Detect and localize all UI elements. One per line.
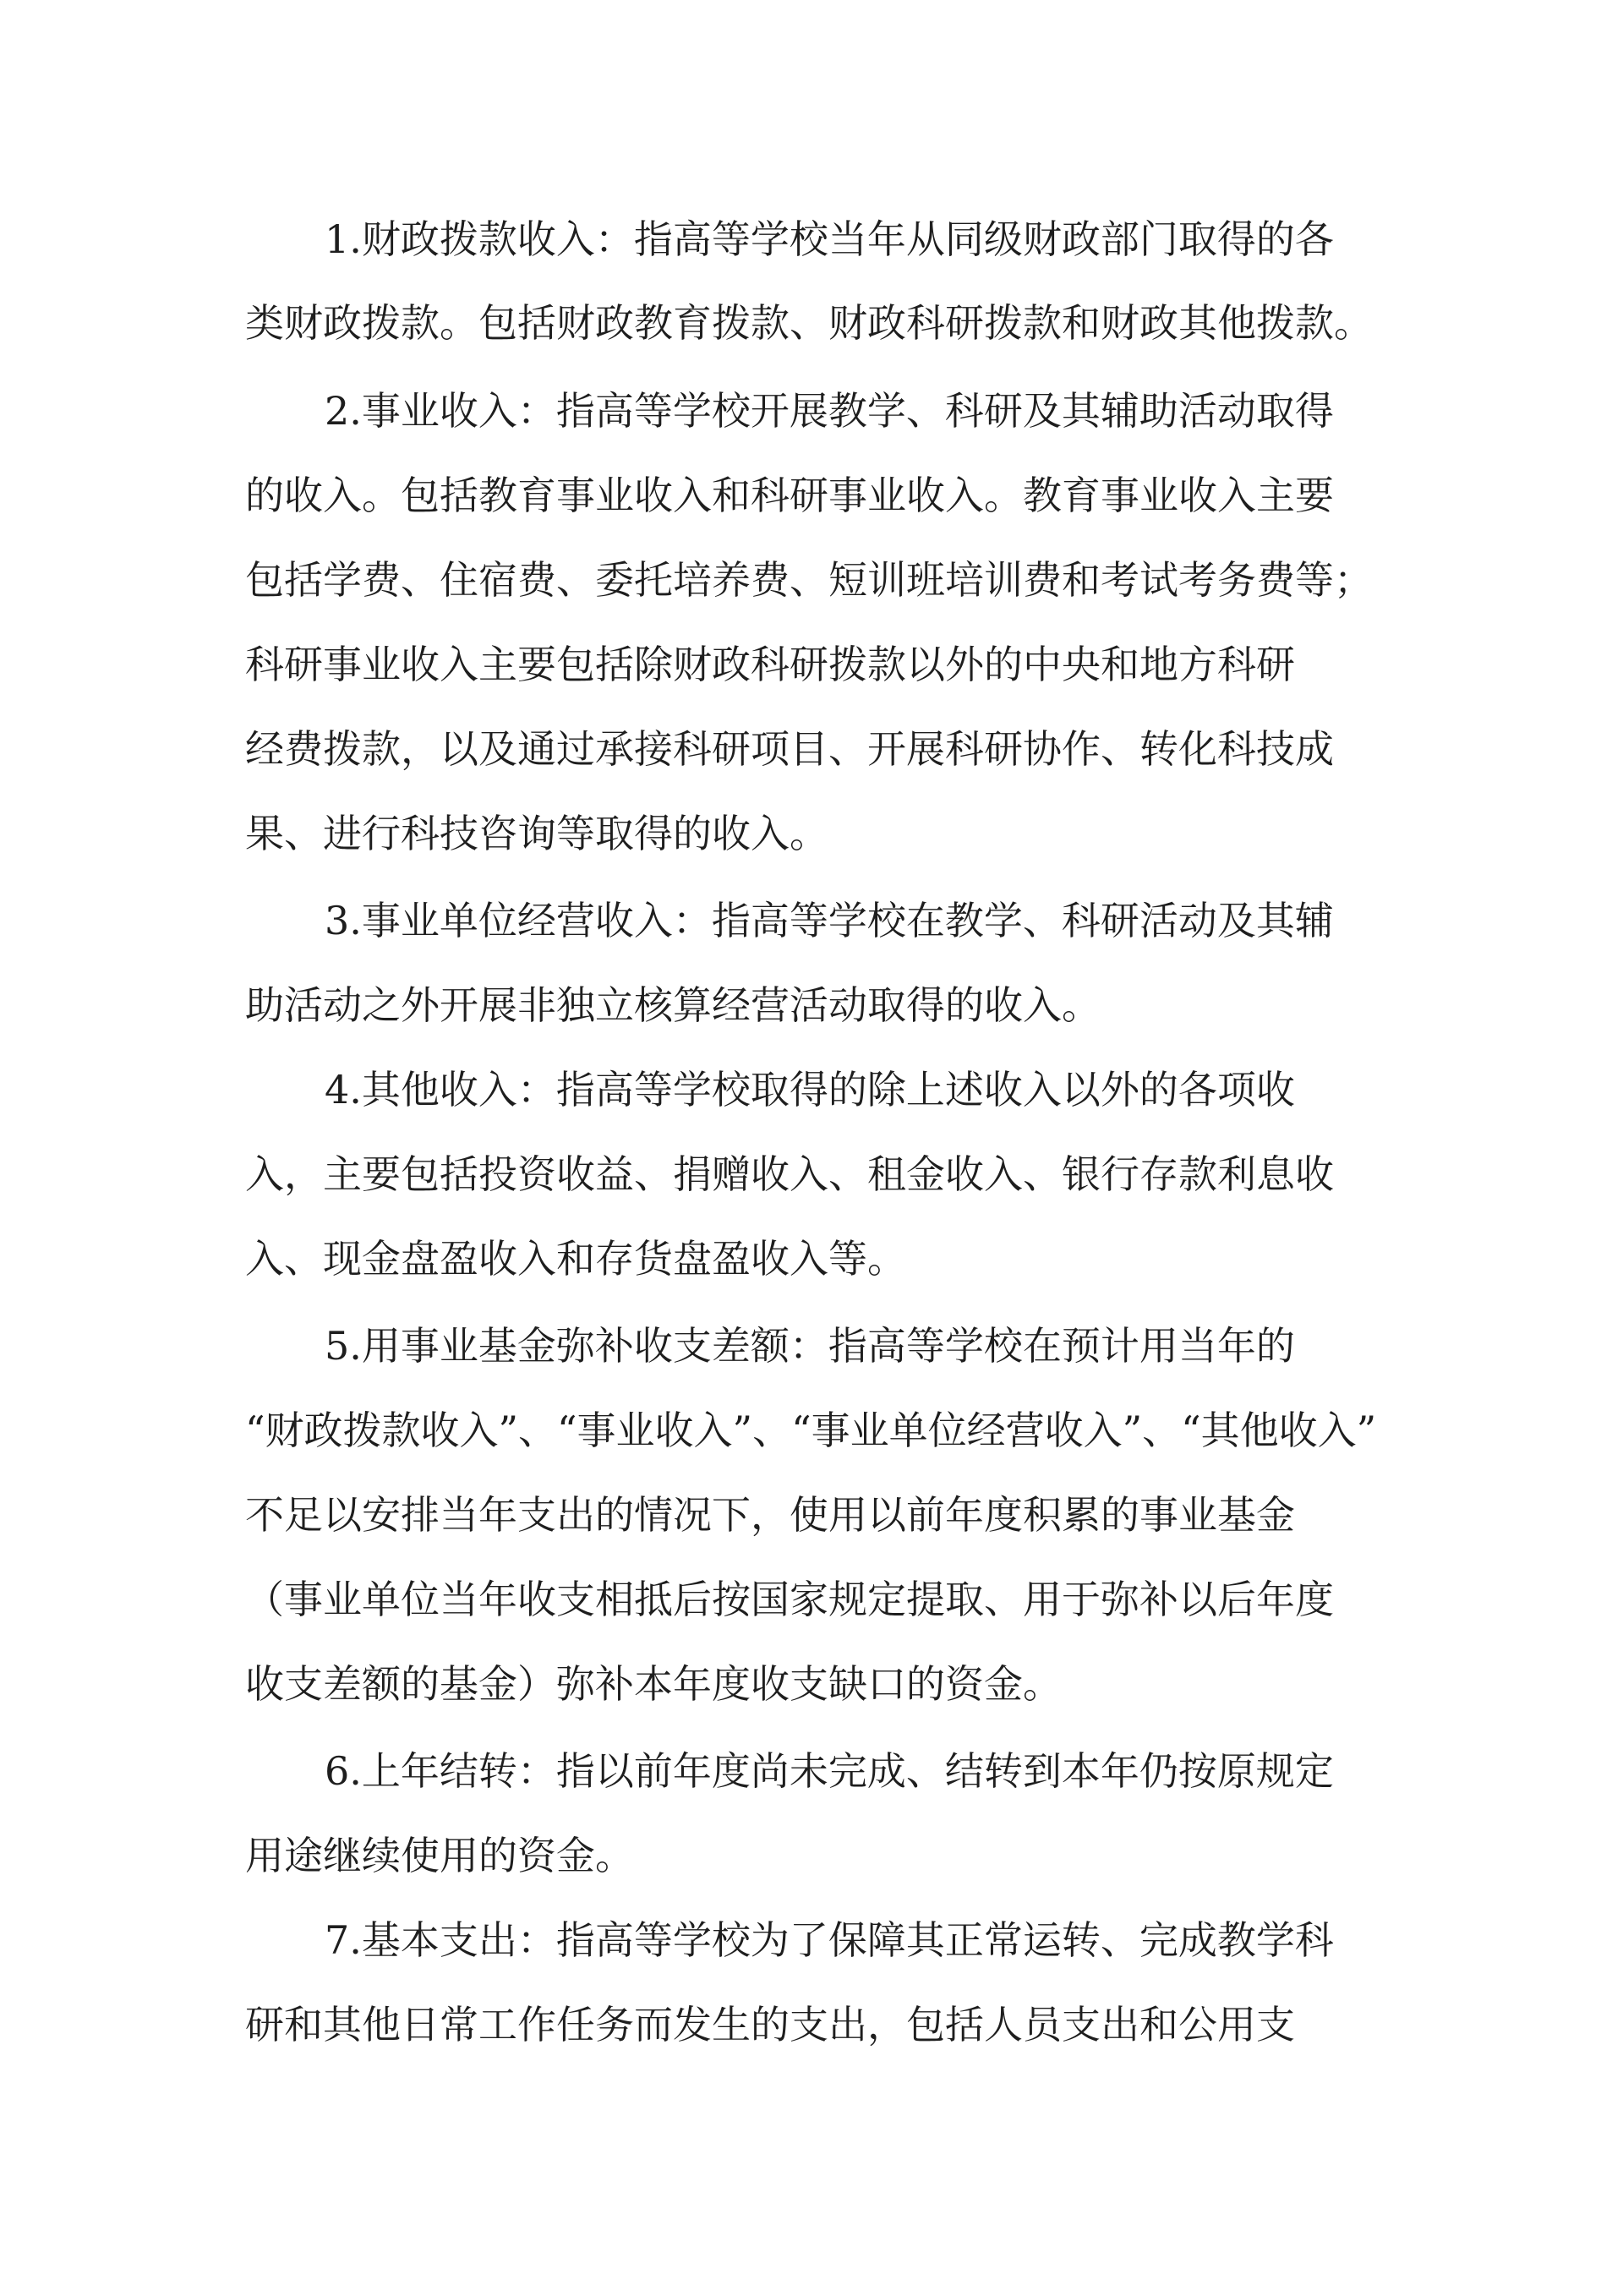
item-2-line-3: 包括学费、住宿费、委托培养费、短训班培训费和考试考务费等； bbox=[245, 557, 1373, 603]
item-6-line-2: 用途继续使用的资金。 bbox=[245, 1833, 634, 1878]
item-7-line-2: 研和其他日常工作任务而发生的支出，包括人员支出和公用支 bbox=[245, 2002, 1295, 2047]
item-5-line-2: “财政拨款收入”、“事业收入”、“事业单位经营收入”、“其他收入” bbox=[245, 1408, 1377, 1453]
item-7-line-1: 7.基本支出：指高等学校为了保障其正常运转、完成教学科 bbox=[325, 1917, 1334, 1963]
item-2-line-6: 果、进行科技咨询等取得的收入。 bbox=[245, 811, 828, 856]
item-5-line-5: 收支差额的基金）弥补本年度收支缺口的资金。 bbox=[245, 1661, 1062, 1707]
item-1-line-1: 1.财政拨款收入：指高等学校当年从同级财政部门取得的各 bbox=[325, 216, 1334, 262]
item-4-line-3: 入、现金盘盈收入和存货盘盈收入等。 bbox=[245, 1236, 906, 1282]
item-6-line-1: 6.上年结转：指以前年度尚未完成、结转到本年仍按原规定 bbox=[325, 1748, 1334, 1794]
item-4-line-1: 4.其他收入：指高等学校取得的除上述收入以外的各项收 bbox=[325, 1067, 1295, 1112]
item-4-line-2: 入，主要包括投资收益、捐赠收入、租金收入、银行存款利息收 bbox=[245, 1151, 1334, 1197]
item-2-line-2: 的收入。包括教育事业收入和科研事业收入。教育事业收入主要 bbox=[245, 473, 1334, 518]
item-2-line-4: 科研事业收入主要包括除财政科研拨款以外的中央和地方科研 bbox=[245, 642, 1295, 687]
item-3-line-2: 助活动之外开展非独立核算经营活动取得的收入。 bbox=[245, 982, 1101, 1028]
item-5-line-1: 5.用事业基金弥补收支差额：指高等学校在预计用当年的 bbox=[325, 1323, 1295, 1369]
item-2-line-1: 2.事业收入：指高等学校开展教学、科研及其辅助活动取得 bbox=[325, 388, 1334, 434]
item-5-line-4: （事业单位当年收支相抵后按国家规定提取、用于弥补以后年度 bbox=[245, 1577, 1334, 1622]
item-1-line-2: 类财政拨款。包括财政教育拨款、财政科研拨款和财政其他拨款。 bbox=[245, 300, 1373, 346]
item-2-line-5: 经费拨款，以及通过承接科研项目、开展科研协作、转化科技成 bbox=[245, 726, 1334, 772]
item-3-line-1: 3.事业单位经营收入：指高等学校在教学、科研活动及其辅 bbox=[325, 898, 1334, 943]
item-5-line-3: 不足以安排当年支出的情况下，使用以前年度积累的事业基金 bbox=[245, 1492, 1295, 1538]
